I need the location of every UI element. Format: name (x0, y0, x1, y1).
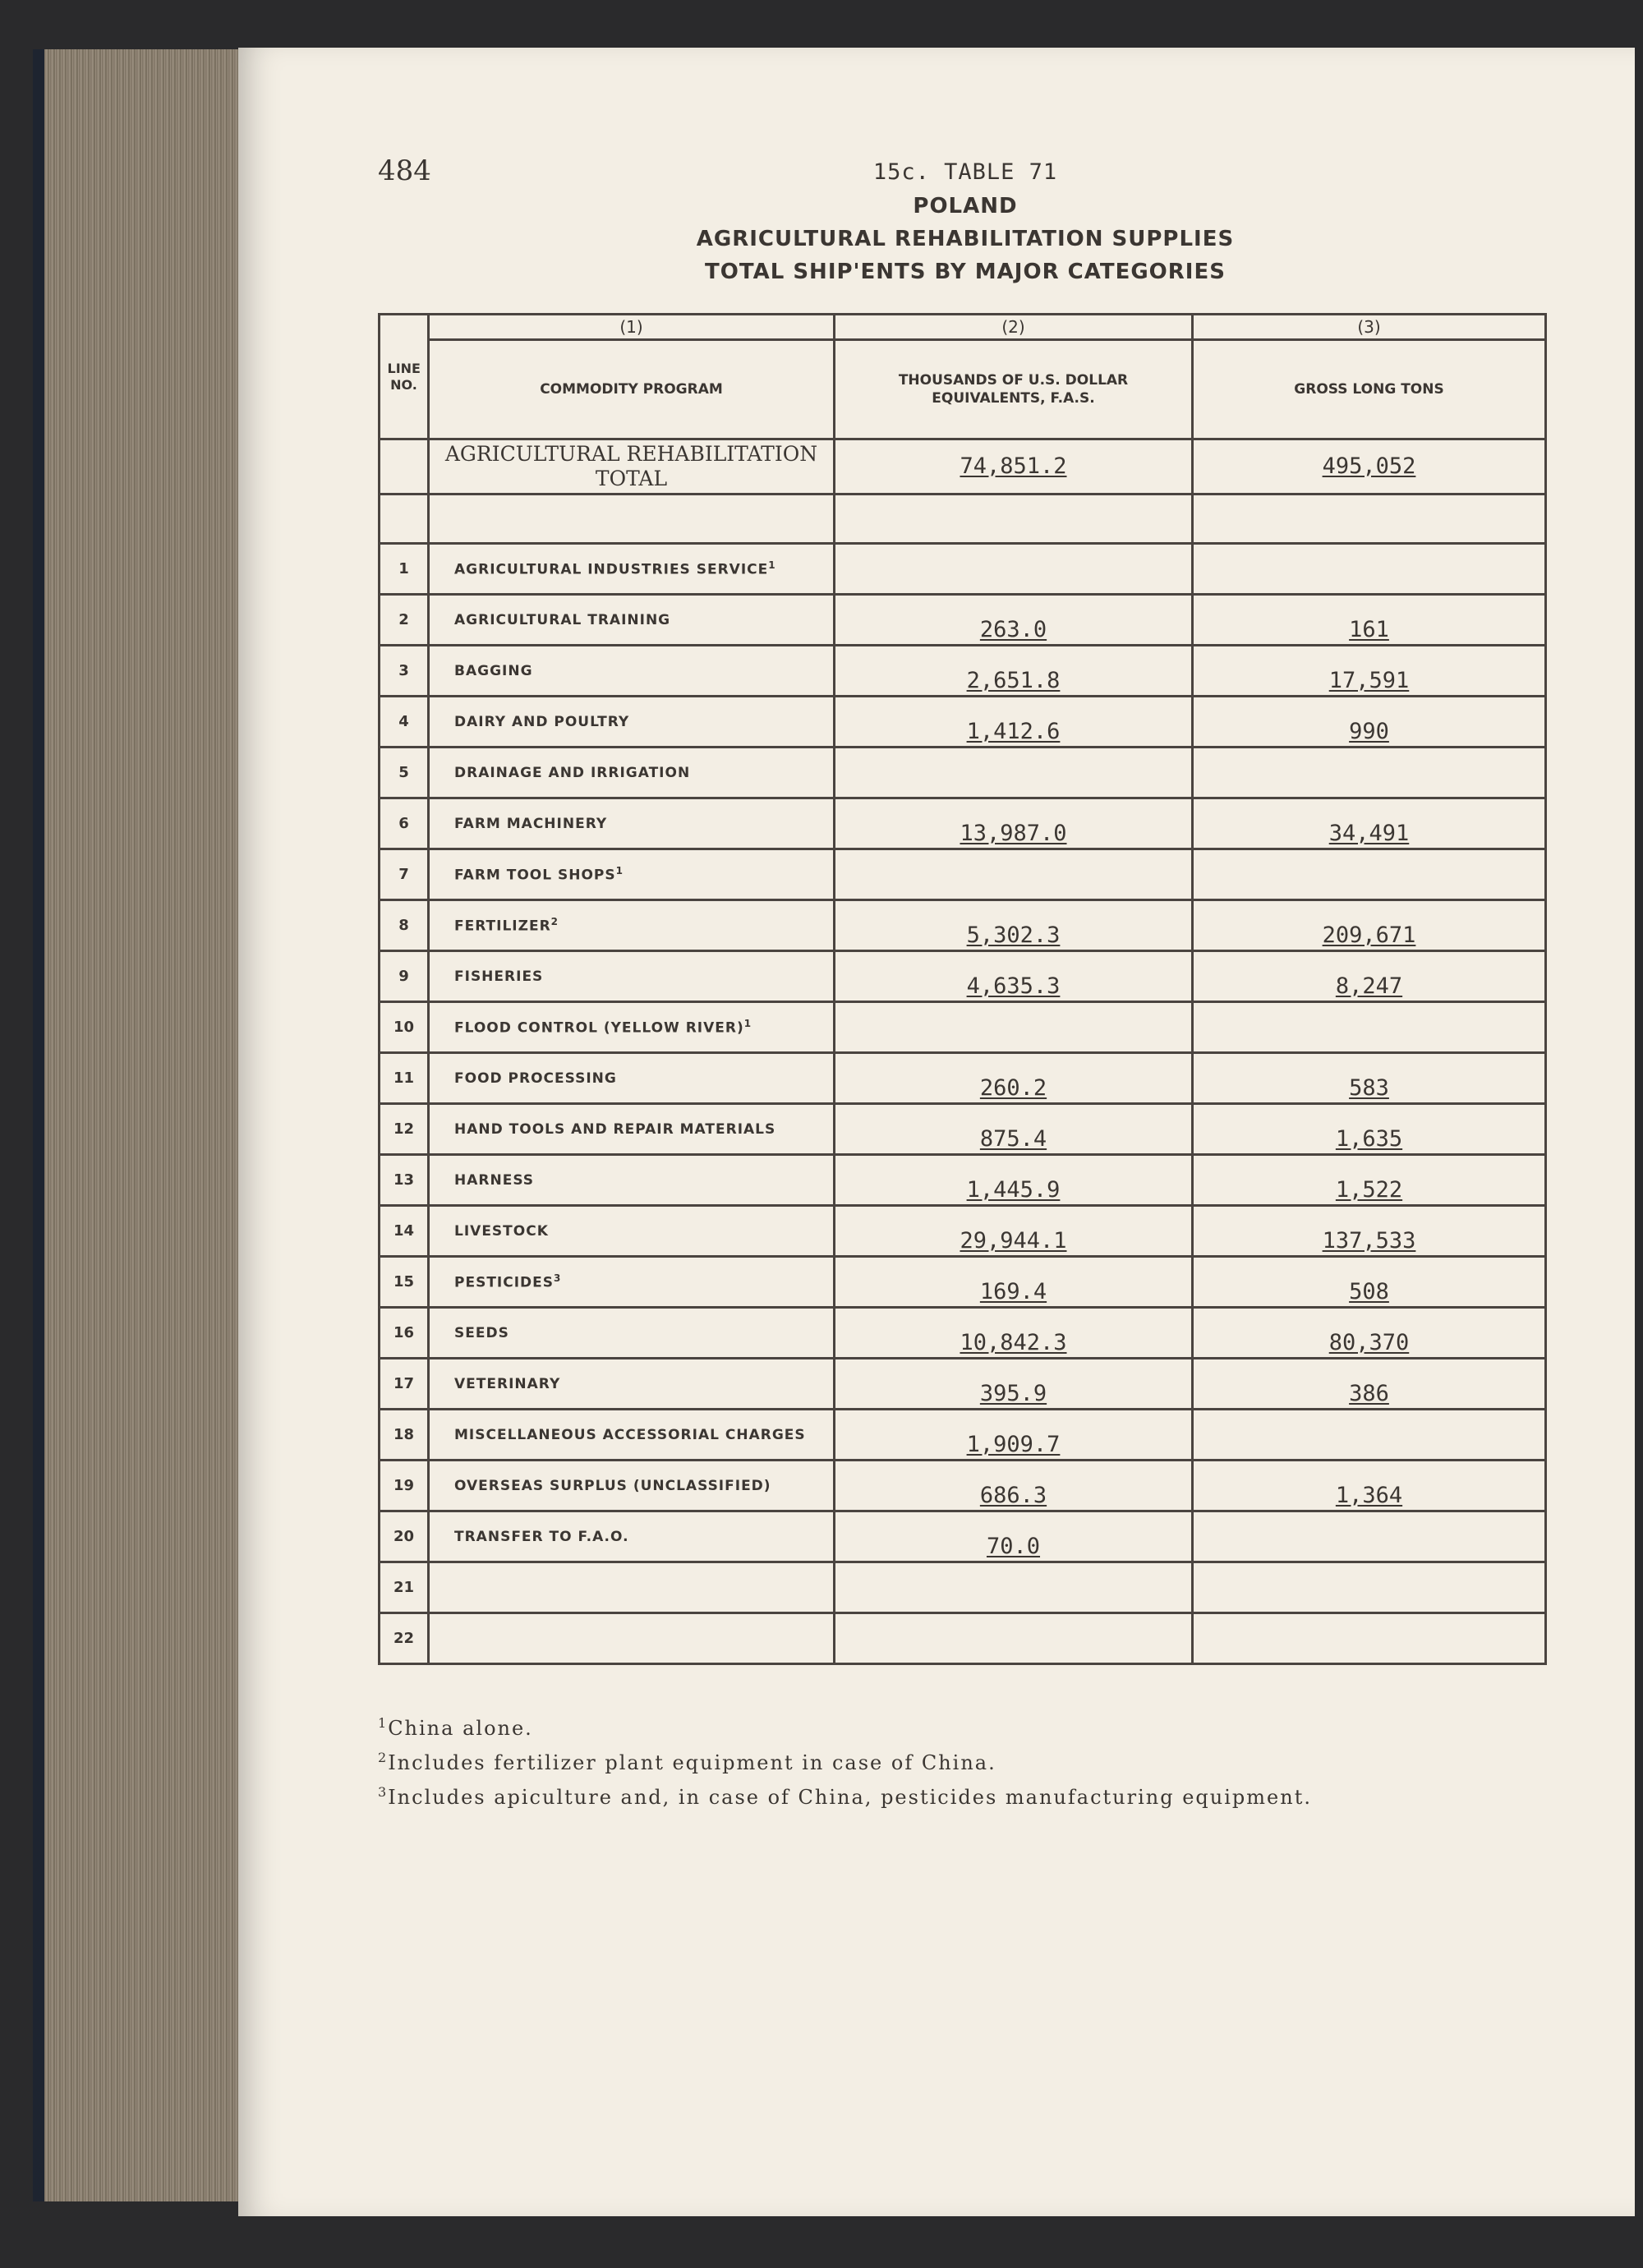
header-line-no: LINE NO. (387, 360, 421, 393)
commodity-name-cell (429, 951, 835, 1002)
tons-value: 209,671 (1322, 922, 1416, 948)
tons-value-cell (1193, 646, 1546, 697)
table-row (380, 1461, 1546, 1511)
commodity-name-cell (429, 1511, 835, 1562)
commodity-name: FISHERIES (454, 968, 544, 985)
tons-value-cell (1193, 849, 1546, 900)
dollars-value-cell (835, 849, 1193, 900)
commodity-name: FARM MACHINERY (454, 815, 608, 832)
tons-value: 508 (1349, 1279, 1389, 1304)
line-number-cell (380, 595, 429, 646)
commodity-name-cell (429, 544, 835, 595)
line-number: 12 (393, 1120, 415, 1138)
line-number-cell (380, 748, 429, 798)
total-tons-value: 495,052 (1322, 453, 1416, 479)
commodity-name-cell (429, 1613, 835, 1664)
dollars-value-cell (835, 1155, 1193, 1206)
tons-value-cell (1193, 748, 1546, 798)
line-number-cell (380, 798, 429, 849)
dollars-value: 260.2 (979, 1075, 1047, 1101)
line-number: 14 (393, 1222, 415, 1240)
commodity-name-cell (429, 1053, 835, 1104)
dollars-value: 875.4 (979, 1126, 1047, 1152)
tons-value-cell (1193, 1104, 1546, 1155)
tons-value-cell (1193, 1002, 1546, 1053)
commodity-footnote-mark: 1 (743, 1018, 752, 1030)
dollars-value-cell (835, 1053, 1193, 1104)
tons-value: 8,247 (1335, 973, 1403, 999)
header-row (380, 340, 1546, 439)
line-number: 15 (393, 1273, 415, 1290)
line-number-cell (380, 1257, 429, 1308)
book-page-edges (33, 49, 266, 2201)
commodity-name-cell (429, 697, 835, 748)
tons-value-cell (1193, 544, 1546, 595)
line-number: 20 (393, 1528, 415, 1545)
commodity-name-cell (429, 900, 835, 951)
tons-value-cell (1193, 1613, 1546, 1664)
table-row (380, 697, 1546, 748)
tons-value: 583 (1349, 1075, 1389, 1101)
commodity-name: AGRICULTURAL TRAINING (454, 611, 671, 628)
table-row (380, 1206, 1546, 1257)
spacer-cell (1193, 495, 1546, 544)
dollars-value: 686.3 (979, 1483, 1047, 1508)
page-number: 484 (378, 154, 431, 187)
footnote-2-mark: 2 (378, 1750, 389, 1765)
commodity-name: DRAINAGE AND IRRIGATION (454, 764, 691, 781)
tons-value-cell (1193, 900, 1546, 951)
commodity-name-cell (429, 1155, 835, 1206)
dollars-value: 29,944.1 (960, 1228, 1067, 1254)
dollars-value-cell (835, 1461, 1193, 1511)
commodity-name-cell (429, 1461, 835, 1511)
dollars-value-cell (835, 798, 1193, 849)
line-number-cell (380, 1410, 429, 1461)
commodity-name-cell (429, 1104, 835, 1155)
commodity-footnote-mark: 2 (550, 916, 559, 928)
tons-value-cell (1193, 1511, 1546, 1562)
dollars-value-cell (835, 1359, 1193, 1410)
dollars-value: 1,445.9 (966, 1177, 1061, 1203)
table-row (380, 1155, 1546, 1206)
table-row (380, 849, 1546, 900)
commodity-name-cell (429, 1206, 835, 1257)
tons-value-cell (1193, 798, 1546, 849)
table-row (380, 595, 1546, 646)
table-subtitle: TOTAL SHIP'ENTS BY MAJOR CATEGORIES (705, 260, 1226, 284)
tons-value: 17,591 (1328, 668, 1410, 693)
commodity-name: PESTICIDES (454, 1274, 555, 1291)
tons-value-cell (1193, 1410, 1546, 1461)
tons-value-cell (1193, 951, 1546, 1002)
line-number-cell (380, 1104, 429, 1155)
header-dollars-text: THOUSANDS OF U.S. DOLLAR EQUIVALENTS, F.A.S. (898, 372, 1129, 407)
total-label-line-1: AGRICULTURAL REHABILITATION (444, 442, 818, 466)
book-page (238, 48, 1635, 2216)
header-dollars (835, 340, 1193, 439)
table-reference: 15c. TABLE 71 (872, 159, 1058, 185)
line-number-cell (380, 1002, 429, 1053)
column-number-row (380, 315, 1546, 340)
commodity-name-cell (429, 1410, 835, 1461)
dollars-value: 10,842.3 (960, 1330, 1067, 1355)
tons-value: 161 (1349, 617, 1389, 642)
dollars-value-cell (835, 900, 1193, 951)
line-number: 2 (398, 611, 409, 628)
table-row (380, 1104, 1546, 1155)
line-number-cell (380, 1613, 429, 1664)
line-number: 6 (398, 815, 409, 832)
footnote-3 (378, 1784, 1312, 1809)
total-line-no (380, 439, 429, 495)
dollars-value: 395.9 (979, 1381, 1047, 1406)
line-number-cell (380, 1461, 429, 1511)
line-number: 10 (393, 1019, 415, 1036)
total-label-line-2: TOTAL (595, 467, 668, 490)
dollars-value-cell (835, 1511, 1193, 1562)
line-number-cell (380, 1308, 429, 1359)
shipments-table (378, 313, 1547, 1665)
table-row (380, 748, 1546, 798)
tons-value: 1,522 (1335, 1177, 1403, 1203)
table-row (380, 1257, 1546, 1308)
line-number: 7 (398, 866, 409, 883)
table-row (380, 1562, 1546, 1613)
line-number: 16 (393, 1324, 415, 1341)
commodity-name-cell (429, 1002, 835, 1053)
table-row (380, 1410, 1546, 1461)
tons-value-cell (1193, 1053, 1546, 1104)
line-number-cell (380, 1053, 429, 1104)
line-number: 21 (393, 1579, 415, 1596)
tons-value: 990 (1349, 719, 1389, 744)
dollars-value-cell (835, 951, 1193, 1002)
line-number: 5 (398, 764, 409, 781)
line-number-cell (380, 1155, 429, 1206)
dollars-value-cell (835, 646, 1193, 697)
tons-value-cell (1193, 1359, 1546, 1410)
line-number-cell (380, 1206, 429, 1257)
blank-cell (380, 315, 429, 439)
dollars-value-cell (835, 1410, 1193, 1461)
commodity-name: DAIRY AND POULTRY (454, 713, 630, 730)
dollars-value: 169.4 (979, 1279, 1047, 1304)
footnote-2-text: Includes fertilizer plant equipment in case of China. (388, 1751, 996, 1774)
footnote-1-text: China alone. (388, 1717, 533, 1740)
tons-value: 1,635 (1335, 1126, 1403, 1152)
dollars-value-cell (835, 1562, 1193, 1613)
column-number-3: (3) (1193, 315, 1546, 340)
line-number: 1 (398, 560, 409, 577)
dollars-value-cell (835, 697, 1193, 748)
line-number-cell (380, 1511, 429, 1562)
commodity-name: FLOOD CONTROL (YELLOW RIVER) (454, 1019, 744, 1037)
dollars-value-cell (835, 1002, 1193, 1053)
commodity-name: FOOD PROCESSING (454, 1070, 617, 1087)
dollars-value-cell (835, 1613, 1193, 1664)
table-row (380, 798, 1546, 849)
spacer-row (380, 495, 1546, 544)
table-row (380, 1359, 1546, 1410)
tons-value-cell (1193, 1562, 1546, 1613)
tons-value: 386 (1349, 1381, 1389, 1406)
tons-value-cell (1193, 697, 1546, 748)
commodity-name-cell (429, 595, 835, 646)
commodity-name: HAND TOOLS AND REPAIR MATERIALS (454, 1120, 776, 1138)
dollars-value: 70.0 (986, 1534, 1041, 1559)
commodity-name: FARM TOOL SHOPS (454, 867, 616, 884)
footnote-2 (378, 1750, 996, 1774)
line-number-cell (380, 646, 429, 697)
line-number: 9 (398, 968, 409, 985)
table-country: POLAND (913, 194, 1018, 219)
tons-value-cell (1193, 1206, 1546, 1257)
dollars-value-cell (835, 595, 1193, 646)
table-row (380, 951, 1546, 1002)
total-dollars (835, 439, 1193, 495)
table-row (380, 544, 1546, 595)
tons-value-cell (1193, 1461, 1546, 1511)
line-number: 4 (398, 713, 409, 730)
table-row (380, 1002, 1546, 1053)
line-number-cell (380, 951, 429, 1002)
tons-value-cell (1193, 595, 1546, 646)
tons-value: 137,533 (1322, 1228, 1416, 1254)
commodity-name: AGRICULTURAL INDUSTRIES SERVICE (454, 561, 769, 578)
line-number-cell (380, 900, 429, 951)
commodity-name-cell (429, 1562, 835, 1613)
line-number: 19 (393, 1477, 415, 1494)
spacer-cell (380, 495, 429, 544)
dollars-value: 13,987.0 (960, 821, 1067, 846)
line-number: 22 (393, 1630, 415, 1647)
tons-value-cell (1193, 1308, 1546, 1359)
tons-value-cell (1193, 1155, 1546, 1206)
line-number: 11 (393, 1070, 415, 1087)
spacer-cell (429, 495, 835, 544)
header-tons: GROSS LONG TONS (1193, 340, 1546, 439)
commodity-name: VETERINARY (454, 1375, 561, 1392)
table-subject: AGRICULTURAL REHABILITATION SUPPLIES (696, 227, 1235, 251)
line-number: 13 (393, 1171, 415, 1189)
column-number-1: (1) (429, 315, 835, 340)
dollars-value: 4,635.3 (966, 973, 1061, 999)
commodity-name-cell (429, 798, 835, 849)
table-row (380, 646, 1546, 697)
dollars-value: 5,302.3 (966, 922, 1061, 948)
commodity-footnote-mark: 1 (768, 559, 776, 572)
line-number: 17 (393, 1375, 415, 1392)
total-row (380, 439, 1546, 495)
footnote-1 (378, 1715, 533, 1740)
commodity-name: SEEDS (454, 1324, 509, 1341)
tons-value: 80,370 (1328, 1330, 1410, 1355)
commodity-footnote-mark: 3 (554, 1272, 562, 1285)
dollars-value-cell (835, 1308, 1193, 1359)
total-dollars-value: 74,851.2 (960, 453, 1067, 479)
table-row (380, 1053, 1546, 1104)
spacer-cell (835, 495, 1193, 544)
line-number-cell (380, 544, 429, 595)
commodity-footnote-mark: 1 (615, 865, 624, 877)
tons-value-cell (1193, 1257, 1546, 1308)
table-row (380, 1613, 1546, 1664)
footnote-1-mark: 1 (378, 1715, 389, 1731)
commodity-name-cell (429, 849, 835, 900)
line-number-cell (380, 1562, 429, 1613)
commodity-name-cell (429, 748, 835, 798)
tons-value: 34,491 (1328, 821, 1410, 846)
dollars-value: 263.0 (979, 617, 1047, 642)
commodity-name: OVERSEAS SURPLUS (UNCLASSIFIED) (454, 1477, 771, 1494)
header-commodity: COMMODITY PROGRAM (429, 340, 835, 439)
commodity-name: TRANSFER TO F.A.O. (454, 1528, 629, 1545)
dollars-value-cell (835, 748, 1193, 798)
dollars-value-cell (835, 1257, 1193, 1308)
table-row (380, 1511, 1546, 1562)
commodity-name-cell (429, 1359, 835, 1410)
dollars-value-cell (835, 1206, 1193, 1257)
line-number: 8 (398, 917, 409, 934)
dollars-value-cell (835, 544, 1193, 595)
dollars-value: 2,651.8 (966, 668, 1061, 693)
line-number: 3 (398, 662, 409, 679)
line-number-cell (380, 1359, 429, 1410)
line-number: 18 (393, 1426, 415, 1443)
table-row (380, 1308, 1546, 1359)
commodity-name: MISCELLANEOUS ACCESSORIAL CHARGES (454, 1426, 806, 1443)
dollars-value: 1,909.7 (966, 1432, 1061, 1457)
line-number-cell (380, 697, 429, 748)
footnote-3-mark: 3 (378, 1784, 389, 1800)
commodity-name: FERTILIZER (454, 918, 551, 935)
total-label (429, 439, 835, 495)
commodity-name: HARNESS (454, 1171, 535, 1189)
column-number-2: (2) (835, 315, 1193, 340)
total-tons (1193, 439, 1546, 495)
commodity-name-cell (429, 1257, 835, 1308)
tons-value: 1,364 (1335, 1483, 1403, 1508)
line-number-cell (380, 849, 429, 900)
commodity-name-cell (429, 646, 835, 697)
commodity-name: LIVESTOCK (454, 1222, 549, 1240)
table-row (380, 900, 1546, 951)
dollars-value: 1,412.6 (966, 719, 1061, 744)
commodity-name-cell (429, 1308, 835, 1359)
dollars-value-cell (835, 1104, 1193, 1155)
footnote-3-text: Includes apiculture and, in case of China, pesticides manufacturing equipment. (388, 1786, 1312, 1809)
commodity-name: BAGGING (454, 662, 533, 679)
